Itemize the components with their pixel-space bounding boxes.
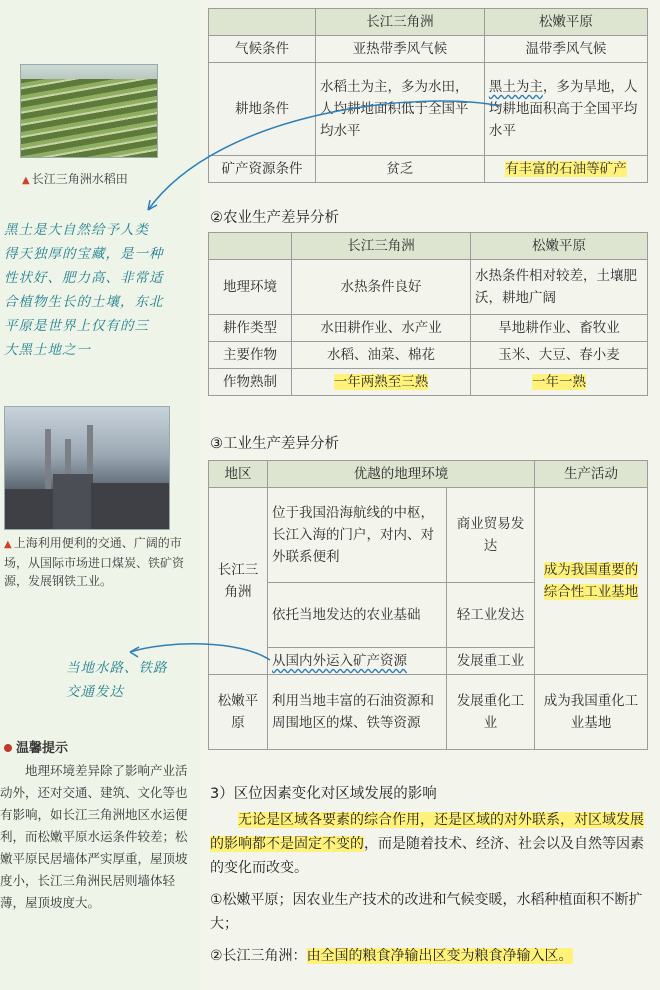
table-row	[209, 260, 648, 315]
point-yangtze: ②长江三角洲：由全国的粮食净输出区变为粮食净输入区。	[210, 948, 573, 964]
section-title-industry: ③工业生产差异分析	[210, 436, 339, 452]
header-cell: 松嫩平原	[471, 233, 648, 260]
act-cell: 发展重化工业	[447, 675, 535, 750]
section-title-location-factors: 3）区位因素变化对区域发展的影响	[210, 786, 437, 802]
cell: 一年两熟至三熟	[292, 369, 471, 396]
tip-title: 温馨提示	[4, 737, 68, 756]
industry-table	[208, 460, 648, 750]
photo1-caption: ▲ 长江三角洲水稻田	[22, 172, 128, 186]
region-label: 长江三角洲	[209, 488, 268, 675]
note-line: 合植物生长的土壤，东北	[4, 294, 164, 310]
env-cell: 依托当地发达的农业基础	[268, 583, 447, 648]
table-header-row	[209, 233, 648, 260]
note-line: 交通发达	[66, 684, 124, 700]
row-label: 作物熟制	[209, 369, 292, 396]
cell: 水田耕作业、水产业	[292, 315, 471, 342]
act-cell: 发展重工业	[447, 648, 535, 675]
cell: 有丰富的石油等矿产	[484, 156, 647, 183]
header-cell: 生产活动	[535, 461, 648, 488]
agriculture-table	[208, 232, 648, 396]
note-line: 黑土是大自然给予人类	[4, 222, 149, 238]
env-cell: 位于我国沿海航线的中枢，长江入海的门户，对内、对外联系便利	[268, 488, 447, 583]
table-header-row	[209, 9, 648, 36]
steel-plant-photo	[4, 406, 170, 530]
table-row	[209, 63, 648, 156]
row-label: 矿产资源条件	[209, 156, 316, 183]
row-label: 耕地条件	[209, 63, 316, 156]
cell: 贫乏	[316, 156, 485, 183]
handwritten-note-black-soil	[4, 218, 200, 362]
header-cell: 地区	[209, 461, 268, 488]
highlighted-text: 无论是区域各要素的综合作用，还是区域的对外联系，对区域发展的影响都不是固定不变的	[210, 812, 644, 852]
paragraph-main: 无论是区域各要素的综合作用，还是区域的对外联系，对区域发展的影响都不是固定不变的，而是随着技术、经济、社会以及自然等因素的变化而改变。	[210, 812, 644, 876]
row-label: 地理环境	[209, 260, 292, 315]
cell: 温带季风气候	[484, 36, 647, 63]
cell: 黑土为主，多为旱地，人均耕地面积高于全国平均水平	[484, 63, 647, 156]
resource-table	[208, 8, 648, 183]
rice-field-photo	[20, 64, 158, 158]
note-line: 得天独厚的宝藏，是一种	[4, 246, 164, 262]
handwritten-note-transport	[66, 656, 196, 704]
header-cell: 松嫩平原	[484, 9, 647, 36]
act-cell: 轻工业发达	[447, 583, 535, 648]
table-header-row	[209, 461, 648, 488]
row-label: 气候条件	[209, 36, 316, 63]
cell: 旱地耕作业、畜牧业	[471, 315, 648, 342]
act-cell: 商业贸易发达	[447, 488, 535, 583]
table-row	[209, 156, 648, 183]
cell: 亚热带季风气候	[316, 36, 485, 63]
table-row	[209, 315, 648, 342]
table-row	[209, 675, 648, 750]
bullet-icon	[4, 744, 12, 752]
note-line: 性状好、肥力高、非常适	[4, 270, 164, 286]
photo2-caption: ▲ 上海利用便利的交通、广阔的市场，从国际市场进口煤炭、铁矿资源，发展钢铁工业。	[4, 536, 185, 588]
section-title-agriculture: ②农业生产差异分析	[210, 210, 339, 226]
table-row	[209, 342, 648, 369]
mineral-import-emphasis: 从国内外运入矿产资源	[272, 653, 407, 669]
table-row	[209, 36, 648, 63]
env-cell	[268, 648, 447, 675]
tip-body: 地理环境差异除了影响产业活动外，还对交通、建筑、文化等也有影响，如长江三角洲地区水运便利，而松嫩平原水运条件较差；松嫩平原民居墙体严实厚重，屋顶坡度小，长江三角洲民居则墙体轻薄，屋顶坡度大。	[0, 763, 188, 910]
note-line: 大黑土地之一	[4, 342, 91, 358]
table-row	[209, 488, 648, 583]
cell: 水稻、油菜、棉花	[292, 342, 471, 369]
row-label: 主要作物	[209, 342, 292, 369]
note-line: 当地水路、铁路	[66, 660, 168, 676]
region-label: 松嫩平原	[209, 675, 268, 750]
cell: 水稻土为主，多为水田，人均耕地面积低于全国平均水平	[316, 63, 485, 156]
triangle-icon: ▲	[22, 175, 30, 186]
cell: 水热条件良好	[292, 260, 471, 315]
result-cell: 成为我国重化工业基地	[535, 675, 648, 750]
header-cell: 长江三角洲	[292, 233, 471, 260]
env-cell: 利用当地丰富的石油资源和周围地区的煤、铁等资源	[268, 675, 447, 750]
note-line: 平原是世界上仅有的三	[4, 318, 149, 334]
table-row	[209, 369, 648, 396]
highlighted-text: 由全国的粮食净输出区变为粮食净输入区。	[306, 948, 573, 964]
triangle-icon: ▲	[4, 539, 12, 550]
point-songnen: ①松嫩平原；因农业生产技术的改进和气候变暖，水稻种植面积不断扩大；	[210, 892, 643, 932]
cell: 玉米、大豆、春小麦	[471, 342, 648, 369]
row-label: 耕作类型	[209, 315, 292, 342]
header-cell: 优越的地理环境	[268, 461, 535, 488]
black-soil-emphasis: 黑土为主	[488, 79, 543, 95]
header-cell	[209, 9, 316, 36]
cell: 一年一熟	[471, 369, 648, 396]
result-cell: 成为我国重要的综合性工业基地	[535, 488, 648, 675]
header-cell: 长江三角洲	[316, 9, 485, 36]
cell: 水热条件相对较差，土壤肥沃，耕地广阔	[471, 260, 648, 315]
header-cell	[209, 233, 292, 260]
